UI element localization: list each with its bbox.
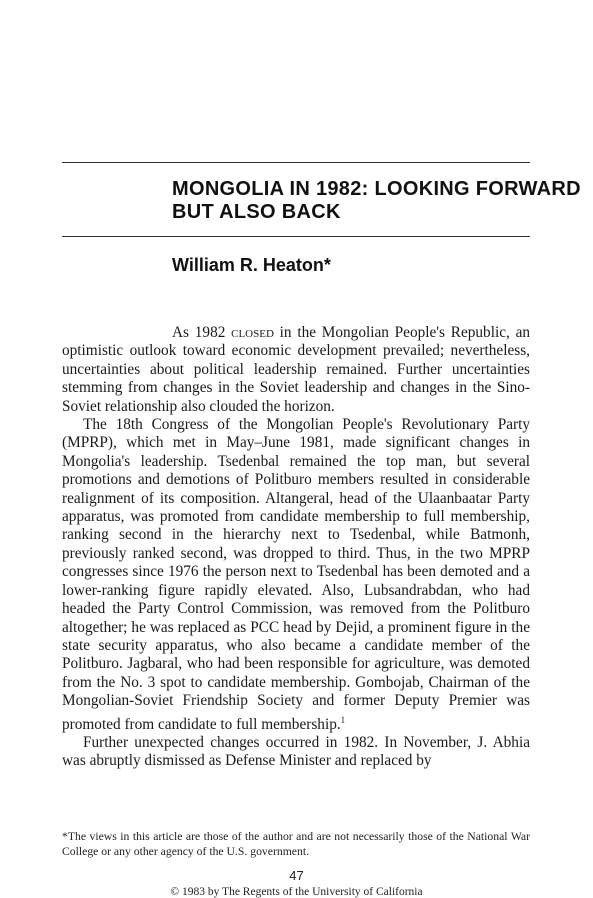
copyright-notice: © 1983 by The Regents of the University of California	[170, 886, 423, 898]
opening-word: As	[172, 324, 189, 341]
article-title-line-1: MONGOLIA IN 1982: LOOKING FORWARD	[172, 178, 581, 200]
author-name: William R. Heaton*	[172, 255, 331, 275]
opening-smallcaps: 1982 closed	[194, 324, 274, 341]
paragraph-1-text: in the Mongolian People's Republic, an optimistic outlook toward economic development prevailed; nevertheless, uncertainties about political leadership remained. Further uncertainties stemming from changes in the Soviet leadership and changes in the Sino-Soviet relationship also clouded the horizon.	[62, 324, 531, 415]
footnote-ref: 1	[340, 714, 346, 725]
top-rule	[62, 162, 530, 163]
paragraph-1	[62, 324, 530, 416]
paragraph-3-text: Further unexpected changes occurred in 1982. In November, J. Abhia was abruptly dismissed as Defense Minister and replaced by	[62, 734, 530, 770]
page-number: 47	[289, 868, 304, 883]
title-rule	[62, 236, 530, 237]
paragraph-2-text: The 18th Congress of the Mongolian People's Revolutionary Party (MPRP), which met in May–June 1981, made significant changes in Mongolia's leadership. Tsedenbal remained the top man, but several promotions and demotions of Politburo members resulted in considerable realignment of its composition. Altangeral, head of the Ulaanbaatar Party apparatus, was promoted from candidate membership to full membership, ranking second in the hierarchy next to Tsedenbal, while Batmonh, previously ranked second, was dropped to third. Thus, in the two MPRP congresses since 1976 the person next to Tsedenbal has been demoted and a lower-ranking figure rapidly elevated. Also, Lubsandrabdan, who had headed the Party Control Commission, was removed from the Politburo altogether; he was replaced as PCC head by Dejid, a prominent figure in the state security apparatus, who also became a candidate member of the Politburo. Jagbaral, who had been responsible for agriculture, was demoted from the No. 3 spot to candidate membership. Gombojab, Chairman of the Mongolian-Soviet Friendship Society and former Deputy Premier was promoted from candidate to full membership.	[62, 416, 530, 733]
paragraph-2	[62, 416, 530, 734]
article-title-line-2: BUT ALSO BACK	[172, 201, 341, 223]
paragraph-3	[62, 734, 530, 771]
article-body	[62, 324, 530, 771]
author-footnote: *The views in this article are those of the author and are not necessarily those of the National War College or any other agency of the U.S. government.	[62, 830, 530, 858]
